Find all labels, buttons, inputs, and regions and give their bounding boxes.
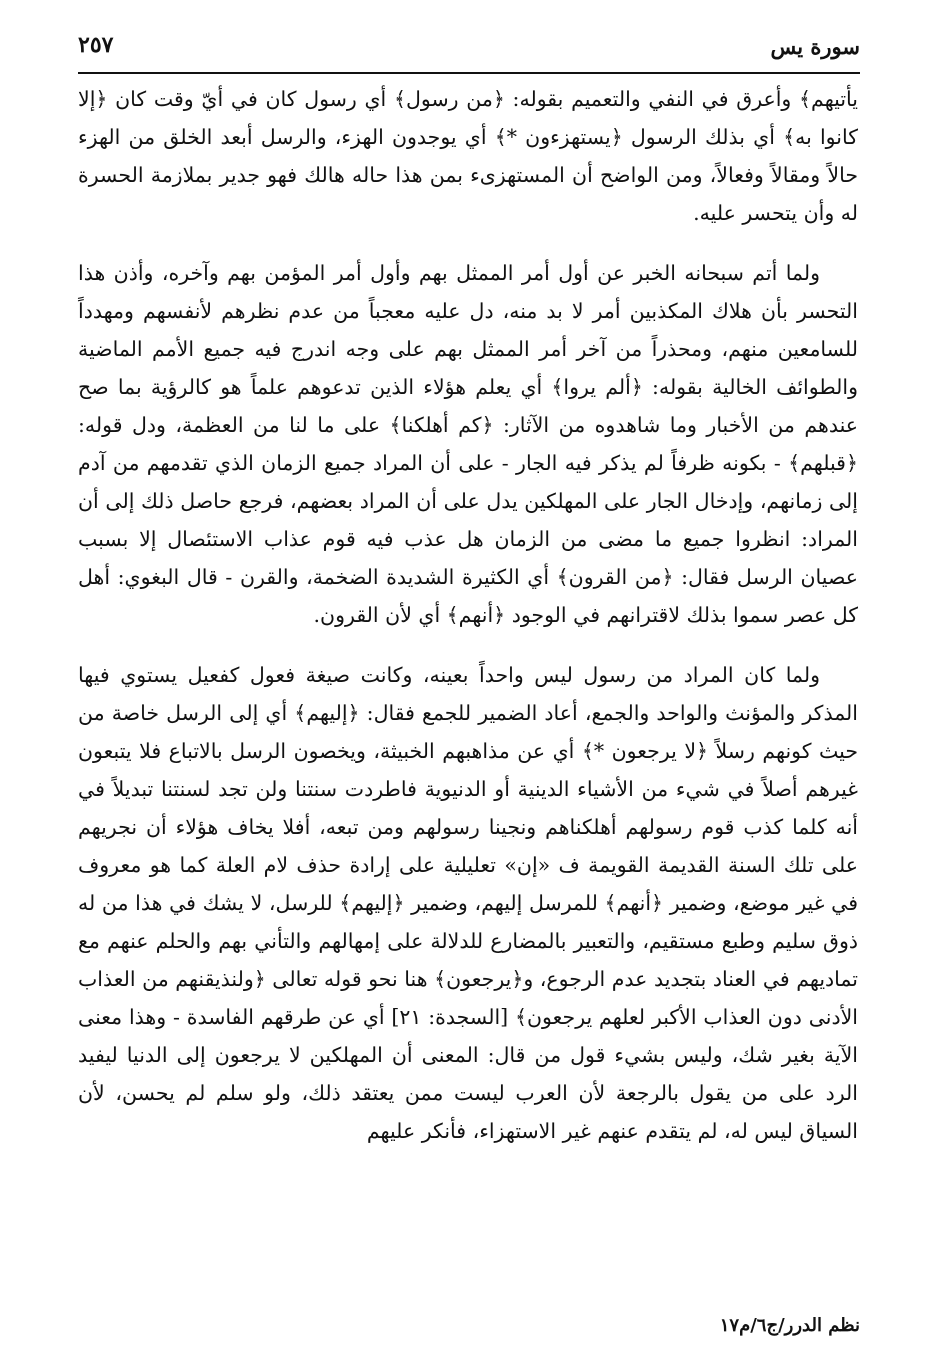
paragraph-1: يأتيهم﴾ وأعرق في النفي والتعميم بقوله: ﴿من رسول﴾ أي رسول كان في أيّ وقت كان ﴿إلا كانوا به﴾ أي بذلك الرسول ﴿يستهزءون *﴾ أي يوجدون الهزء، والرسل أبعد الخلق من الهزء حالاً ومقالاً وفعالاً، ومن الواضح أن المستهزىء بمن هذا حاله هالك فهو جدير بملازمة الحسرة له وأن يتحسر عليه. xyxy=(78,87,858,225)
surah-title: سورة يس xyxy=(770,34,860,59)
footer-signature: نظم الدرر/ج٦/م١٧ xyxy=(719,1315,860,1336)
page-number: ٢٥٧ xyxy=(78,32,114,58)
paragraph-2: ولما أتم سبحانه الخبر عن أول أمر الممثل بهم وأول أمر المؤمن بهم وآخره، وأذن هذا التحسر بأن هلاك المكذبين أمر لا بد منه، دل عليه معجباً من عدم نظرهم لأنفسهم ومهدداً للسامعين منهم، ومحذراً من آخر أمر الممثل بهم على وجه اندرج فيه جميع الأمم الماضية والطوائف الخالية بقوله: ﴿ألم يروا﴾ أي يعلم هؤلاء الذين تدعوهم علماً هو كالرؤية بما صح عندهم من الأخبار وما شاهدوه من الآثار: ﴿كم أهلكنا﴾ على ما لنا من العظمة، ودل قوله: ﴿قبلهم﴾ - بكونه ظرفاً لم يذكر فيه الجار - على أن المراد جميع الزمان الذي تقدمهم من آدم إلى زمانهم، وإدخال الجار على المهلكين يدل على أن المراد بعضهم، فرجع حاصل ذلك إلى أن المراد: انظروا جميع ما مضى من الزمان هل عذب فيه قوم عذاب الاستئصال إلا بسبب عصيان الرسل فقال: ﴿من القرون﴾ أي الكثيرة الشديدة الضخمة، والقرن - قال البغوي: أهل كل عصر سموا بذلك لاقترانهم في الوجود ﴿أنهم﴾ أي لأن القرون. xyxy=(78,261,858,627)
paragraph-3: ولما كان المراد من رسول ليس واحداً بعينه، وكانت صيغة فعول كفعيل يستوي فيها المذكر والمؤنث والواحد والجمع، أعاد الضمير للجمع فقال: ﴿إليهم﴾ أي إلى الرسل خاصة من حيث كونهم رسلاً ﴿لا يرجعون *﴾ أي عن مذاهبهم الخبيثة، ويخصون الرسل بالاتباع فلا يتبعون غيرهم أصلاً في شيء من الأشياء الدينية أو الدنيوية فاطردت سنتنا ولن تجد لسنتنا تبديلاً في أنه كلما كذب قوم رسولهم أهلكناهم ونجينا رسولهم ومن تبعه، أفلا يخاف هؤلاء أن نجريهم على تلك السنة القديمة القويمة ف «إن» تعليلية على إرادة حذف لام العلة كما هو معروف في غير موضع، وضمير ﴿أنهم﴾ للمرسل إليهم، وضمير ﴿إليهم﴾ للرسل، لا يشك في هذا من له ذوق سليم وطبع مستقيم، والتعبير بالمضارع للدلالة على إمهالهم والتأني بهم والحلم عنهم مع تماديهم في العناد بتجديد عدم الرجوع، و﴿يرجعون﴾ هنا نحو قوله تعالى ﴿ولنذيقنهم من العذاب الأدنى دون العذاب الأكبر لعلهم يرجعون﴾ [السجدة: ٢١] أي عن طرقهم الفاسدة - وهذا معنى الآية بغير شك، وليس بشيء قول من قال: المعنى أن المهلكين لا يرجعون إلى الدنيا ليفيد الرد على من يقول بالرجعة لأن العرب ليست ممن يعتقد ذلك، ولو سلم لم يحسن، لأن السياق ليس له، لم يتقدم عنهم غير الاستهزاء، فأنكر عليهم xyxy=(78,663,859,1143)
page-header xyxy=(78,28,860,68)
page-body xyxy=(78,80,858,1172)
header-divider xyxy=(78,72,860,74)
